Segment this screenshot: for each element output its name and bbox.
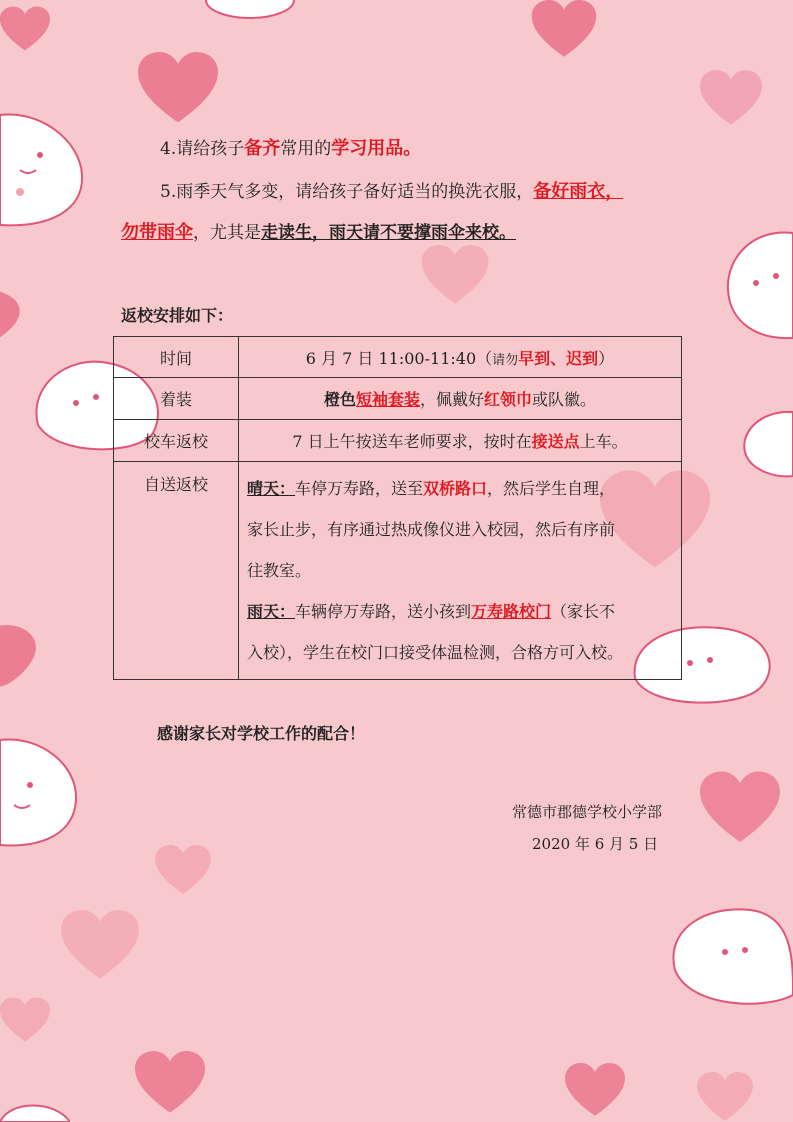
row-value-self bbox=[239, 462, 682, 680]
bus-text-2: 上车。 bbox=[579, 432, 628, 451]
bus-text-1: 7 日上午按送车老师要求，按时在 bbox=[292, 432, 532, 451]
rainy-line-2: 入校），学生在校门口接受体温检测，合格方可入校。 bbox=[247, 643, 624, 662]
rainy-text-2: （家长不 bbox=[551, 602, 616, 621]
arrangement-table bbox=[113, 336, 682, 680]
sunny-highlight: 双桥路口 bbox=[423, 479, 488, 498]
item-4-highlight-2: 学习用品。 bbox=[331, 138, 422, 159]
item-5-line-2 bbox=[121, 221, 516, 245]
row-value-time bbox=[239, 337, 682, 378]
time-note: 请勿 bbox=[492, 352, 519, 368]
time-value: 6 月 7 日 11:00-11:40（ bbox=[305, 348, 493, 368]
sunny-line-3: 往教室。 bbox=[247, 561, 312, 580]
sunny-text-1: 车停万寿路，送至 bbox=[295, 479, 424, 498]
bus-highlight: 接送点 bbox=[531, 432, 580, 451]
dress-text-2: 或队徽。 bbox=[532, 390, 597, 409]
sunny-label: 晴天： bbox=[247, 479, 296, 498]
item-4-highlight-1: 备齐 bbox=[244, 138, 281, 159]
row-label-dress: 着装 bbox=[114, 378, 239, 420]
dress-highlight-1: 短袖套装 bbox=[355, 390, 420, 409]
rainy-line-1 bbox=[247, 591, 675, 632]
dress-text-1: ，佩戴好 bbox=[419, 390, 484, 409]
row-label-time: 时间 bbox=[114, 337, 239, 378]
row-value-bus bbox=[239, 420, 682, 462]
row-label-self: 自送返校 bbox=[114, 462, 239, 680]
thanks-text: 感谢家长对学校工作的配合！ bbox=[157, 724, 366, 743]
row-value-dress bbox=[239, 378, 682, 420]
item-4-prefix: 4.请给孩子 bbox=[160, 139, 245, 159]
item-4-mid: 常用的 bbox=[280, 139, 332, 159]
time-close: ） bbox=[598, 348, 615, 368]
item-5-mid: ，尤其是 bbox=[193, 223, 261, 243]
row-label-bus: 校车返校 bbox=[114, 420, 239, 462]
sunny-text-2: ，然后学生自理， bbox=[487, 479, 616, 498]
item-4 bbox=[160, 137, 421, 161]
signature-date: 2020 年 6 月 5 日 bbox=[532, 835, 659, 853]
sunny-line-2: 家长止步，有序通过热成像仪进入校园，然后有序前 bbox=[247, 520, 616, 539]
item-5-highlight-2: 勿带雨伞 bbox=[121, 222, 193, 243]
sunny-line-1 bbox=[247, 468, 675, 509]
item-5-underlined: 走读生，雨天请不要撑雨伞来校。 bbox=[261, 223, 516, 243]
signature-org: 常德市郡德学校小学部 bbox=[512, 803, 663, 821]
table-row bbox=[114, 420, 682, 462]
item-5-line-1 bbox=[160, 180, 623, 204]
rainy-text-1: 车辆停万寿路，送小孩到 bbox=[295, 602, 472, 621]
table-row bbox=[114, 337, 682, 378]
rainy-label: 雨天： bbox=[247, 602, 296, 621]
table-row bbox=[114, 378, 682, 420]
dress-highlight-2: 红领巾 bbox=[484, 390, 533, 409]
section-title: 返校安排如下： bbox=[121, 306, 234, 325]
time-highlight: 早到、迟到 bbox=[518, 348, 599, 368]
rainy-highlight: 万寿路校门 bbox=[471, 602, 552, 621]
table-row bbox=[114, 462, 682, 680]
item-5-text: 5.雨季天气多变，请给孩子备好适当的换洗衣服， bbox=[160, 182, 534, 202]
dress-color: 橙色 bbox=[323, 390, 356, 409]
item-5-highlight-1: 备好雨衣， bbox=[533, 181, 624, 202]
